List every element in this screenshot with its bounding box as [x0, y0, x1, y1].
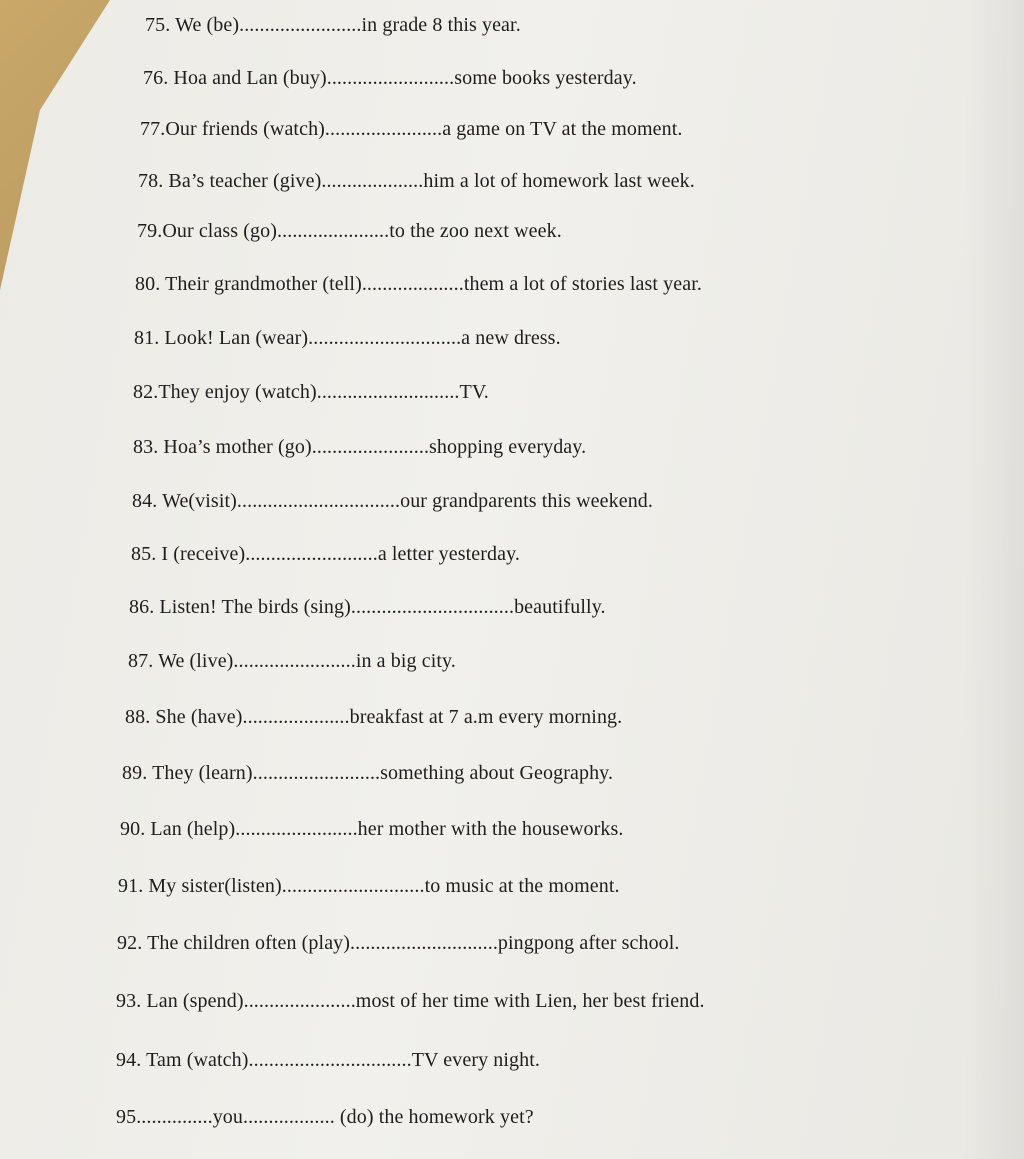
exercise-92: 92. The children often (play).............................pingpong after school. [117, 932, 680, 954]
exercise-88: 88. She (have).....................breakfast at 7 a.m every morning. [125, 706, 623, 728]
exercise-78: 78. Ba’s teacher (give)....................him a lot of homework last week. [138, 170, 695, 192]
exercise-77: 77.Our friends (watch).......................a game on TV at the moment. [140, 118, 683, 140]
exercise-84: 84. We(visit)................................our grandparents this weekend. [132, 490, 654, 512]
exercise-91: 91. My sister(listen)............................to music at the moment. [118, 875, 620, 897]
exercise-76: 76. Hoa and Lan (buy).........................some books yesterday. [143, 67, 637, 89]
exercise-90: 90. Lan (help)........................her mother with the houseworks. [120, 818, 624, 840]
exercise-83: 83. Hoa’s mother (go).......................shopping everyday. [133, 436, 587, 458]
exercise-93: 93. Lan (spend)......................most of her time with Lien, her best friend. [116, 990, 705, 1012]
exercise-82: 82.They enjoy (watch)............................TV. [133, 381, 489, 403]
exercise-94: 94. Tam (watch)................................TV every night. [116, 1049, 541, 1071]
exercise-89: 89. They (learn).........................something about Geography. [122, 762, 614, 784]
exercise-85: 85. I (receive)..........................a letter yesterday. [131, 543, 521, 565]
exercise-75: 75. We (be)........................in grade 8 this year. [145, 14, 521, 36]
exercise-81: 81. Look! Lan (wear)..............................a new dress. [134, 327, 561, 349]
exercise-87: 87. We (live)........................in a big city. [128, 650, 456, 672]
exercise-86: 86. Listen! The birds (sing)................................beautifully. [129, 596, 606, 618]
exercise-79: 79.Our class (go)......................to the zoo next week. [137, 220, 562, 242]
exercise-95: 95...............you.................. (do) the homework yet? [116, 1106, 534, 1128]
exercise-80: 80. Their grandmother (tell)....................them a lot of stories last year. [135, 273, 702, 295]
